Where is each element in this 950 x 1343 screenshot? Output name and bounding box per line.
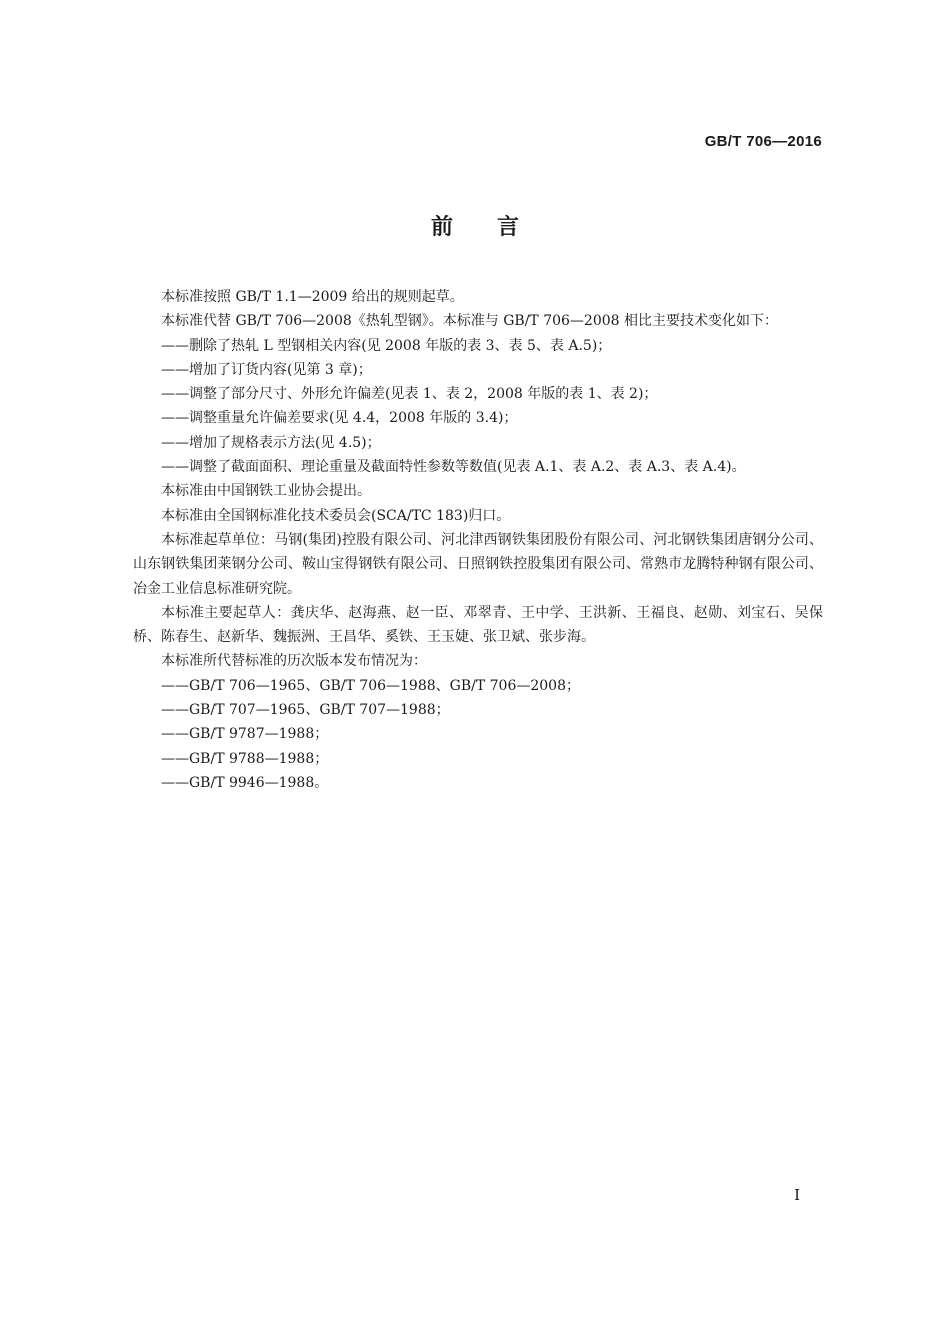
paragraph-proposed-by: 本标准由中国钢铁工业协会提出。: [161, 483, 371, 500]
history-item: ——GB/T 9946—1988。: [161, 774, 329, 791]
page-number: I: [794, 1186, 800, 1204]
paragraph-replaces: 本标准代替 GB/T 706—2008《热轧型钢》。本标准与 GB/T 706—2008 相比主要技术变化如下：: [161, 313, 779, 330]
paragraph-drafters: 本标准主要起草人：龚庆华、赵海燕、赵一臣、邓翠青、王中学、王洪新、王福良、赵勋、刘宝石、吴保桥、陈春生、赵新华、魏振洲、王昌华、奚铁、王玉婕、张卫斌、张步海。: [133, 604, 823, 646]
change-item: ——调整了部分尺寸、外形允许偏差(见表 1、表 2，2008 年版的表 1、表 2)；: [161, 386, 658, 403]
change-item: ——调整了截面面积、理论重量及截面特性参数等数值(见表 A.1、表 A.2、表 A.3、表 A.4)。: [161, 459, 746, 476]
change-item: ——调整重量允许偏差要求(见 4.4，2008 年版的 3.4)；: [161, 410, 518, 427]
change-item: ——增加了规格表示方法(见 4.5)；: [161, 434, 381, 451]
history-item: ——GB/T 9787—1988；: [161, 726, 329, 743]
paragraph-history-intro: 本标准所代替标准的历次版本发布情况为：: [161, 653, 427, 670]
paragraph-centralized-by: 本标准由全国钢标准化技术委员会(SCA/TC 183)归口。: [161, 507, 511, 524]
page-title: 前言: [430, 215, 563, 240]
paragraph-drafting-units: 本标准起草单位：马钢(集团)控股有限公司、河北津西钢铁集团股份有限公司、河北钢铁集团唐钢分公司、山东钢铁集团莱钢分公司、鞍山宝得钢铁有限公司、日照钢铁控股集团有限公司、常熟市龙腾特种钢有限公司、冶金工业信息标准研究院。: [133, 531, 823, 597]
standard-number: GB/T 706—2016: [704, 133, 822, 150]
history-item: ——GB/T 707—1965、GB/T 707—1988；: [161, 702, 450, 719]
change-item: ——删除了热轧 L 型钢相关内容(见 2008 年版的表 3、表 5、表 A.5)；: [161, 337, 612, 354]
history-item: ——GB/T 706—1965、GB/T 706—1988、GB/T 706—2008；: [161, 677, 580, 694]
paragraph-drafting-rule: 本标准按照 GB/T 1.1—2009 给出的规则起草。: [161, 289, 464, 305]
history-item: ——GB/T 9788—1988；: [161, 750, 329, 767]
change-item: ——增加了订货内容(见第 3 章)；: [161, 361, 372, 378]
foreword-body: [133, 285, 823, 795]
